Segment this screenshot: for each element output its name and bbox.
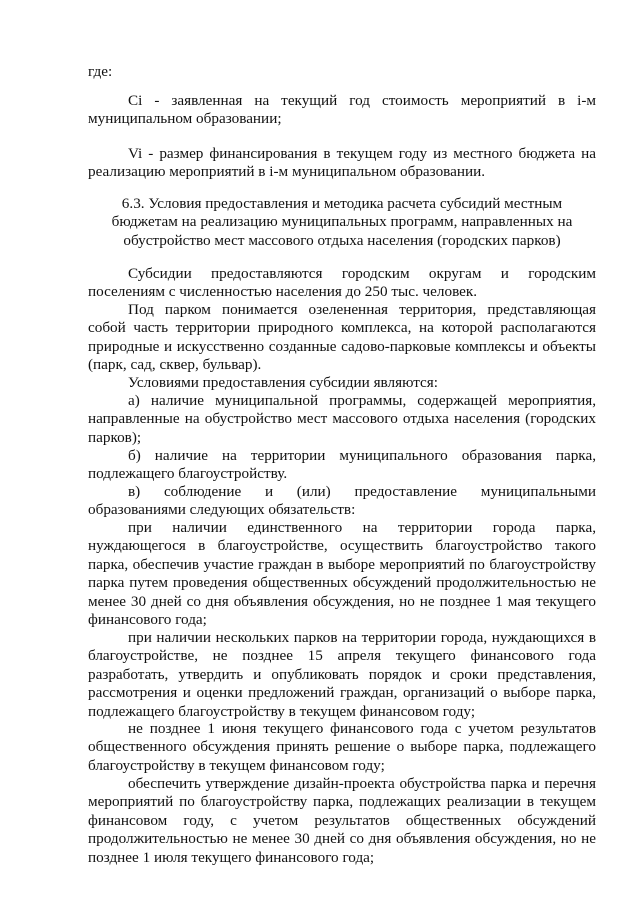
paragraph-subsidies-recipients: Субсидии предоставляются городским округам и городским поселениям с численностью населения до 250 тыс. человек. [88, 265, 596, 301]
paragraph-condition-a: а) наличие муниципальной программы, содержащей мероприятия, направленные на обустройство мест массового отдыха населения (городских парков); [88, 392, 596, 446]
paragraph-condition-c: в) соблюдение и (или) предоставление муниципальными образованиями следующих обязательств: [88, 483, 596, 519]
where-label: где: [88, 63, 113, 80]
definition-vi: Vi - размер финансирования в текущем году из местного бюджета на реализацию мероприятий в i-м муниципальном образовании. [88, 145, 596, 181]
paragraph-conditions-intro: Условиями предоставления субсидии являются: [128, 374, 438, 391]
paragraph-park-definition: Под парком понимается озелененная территория, представляющая собой часть территории природного комплекса, на которой располагаются природные и искусственно созданные садово-парковые комплексы и объекты (парк, сад, сквер, бульвар). [88, 301, 596, 374]
paragraph-obligation-decision: не позднее 1 июня текущего финансового года с учетом результатов общественного обсуждения принять решение о выборе парка, подлежащего благоустройству в текущем финансовом году; [88, 720, 596, 774]
section-heading: 6.3. Условия предоставления и методика расчета субсидий местным бюджетам на реализацию муниципальных программ, направленных на обустройство мест массового отдыха населения (городских парков) [111, 195, 573, 249]
paragraph-obligation-single-park: при наличии единственного на территории города парка, нуждающегося в благоустройстве, осуществить благоустройство такого парка, обеспечив участие граждан в выборе мероприятий по благоустройству парка путем проведения общественных обсуждений продолжительностью не менее 30 дней со дня объявления обсуждения, но не позднее 1 мая текущего финансового года; [88, 519, 596, 629]
paragraph-condition-b: б) наличие на территории муниципального образования парка, подлежащего благоустройству. [88, 447, 596, 483]
paragraph-obligation-design-project: обеспечить утверждение дизайн-проекта обустройства парка и перечня мероприятий по благоустройству парка, подлежащих реализации в текущем финансовом году, с учетом результатов общественных обсуждений продолжительностью не менее 30 дней со дня объявления обсуждения, но не позднее 1 июля текущего финансового года; [88, 775, 596, 866]
definition-ci: Ci - заявленная на текущий год стоимость мероприятий в i-м муниципальном образовании; [88, 92, 596, 128]
paragraph-obligation-several-parks: при наличии нескольких парков на территории города, нуждающихся в благоустройстве, не позднее 15 апреля текущего финансового года разработать, утвердить и опубликовать порядок и сроки представления, рассмотрения и оценки предложений граждан, организаций о выборе парка, подлежащего благоустройству в текущем финансовом году; [88, 629, 596, 720]
